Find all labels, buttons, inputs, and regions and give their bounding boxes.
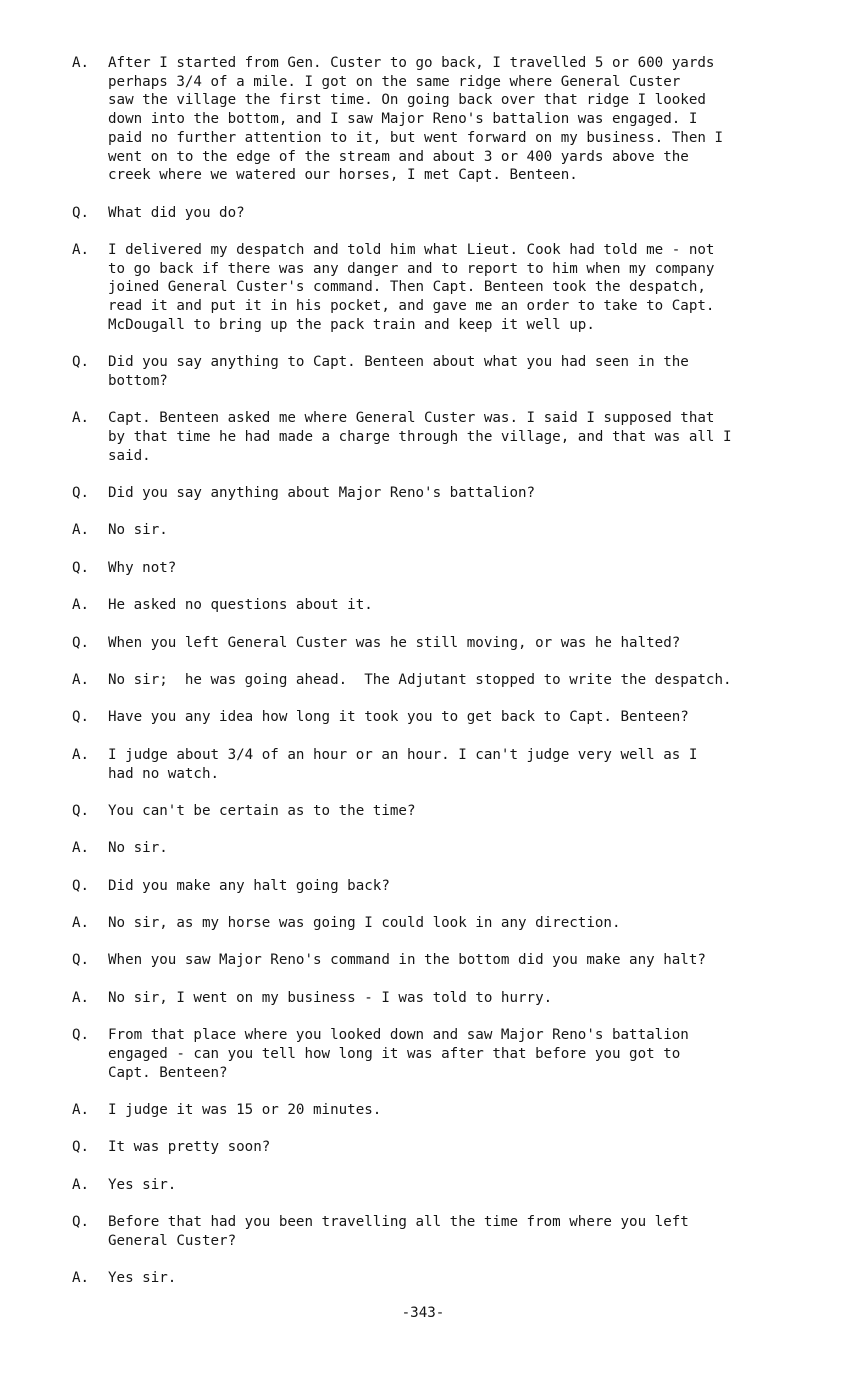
speaker-marker: A. bbox=[72, 746, 90, 763]
speaker-marker: Q. bbox=[72, 354, 90, 371]
testimony-text bbox=[108, 596, 802, 615]
text-line: No sir. bbox=[108, 522, 168, 539]
text-line: Have you any idea how long it took you to get back to Capt. Benteen? bbox=[108, 709, 689, 726]
answer-entry bbox=[72, 409, 802, 465]
testimony-text bbox=[108, 671, 802, 690]
speaker-marker: A. bbox=[72, 989, 90, 1006]
speaker-marker: Q. bbox=[72, 634, 90, 651]
question-entry bbox=[72, 634, 802, 653]
testimony-text bbox=[108, 708, 802, 727]
speaker-marker: A. bbox=[72, 597, 90, 614]
text-line: No sir; he was going ahead. The Adjutant stopped to write the despatch. bbox=[108, 672, 732, 689]
question-entry bbox=[72, 559, 802, 578]
testimony-text bbox=[108, 1101, 802, 1120]
question-entry bbox=[72, 353, 802, 390]
testimony-text bbox=[108, 989, 802, 1008]
speaker-marker: A. bbox=[72, 840, 90, 857]
answer-entry bbox=[72, 671, 802, 690]
testimony-text bbox=[108, 559, 802, 578]
page-number: -343- bbox=[401, 1305, 445, 1321]
testimony-text bbox=[108, 204, 802, 223]
speaker-marker: A. bbox=[72, 672, 90, 689]
speaker-marker: A. bbox=[72, 242, 90, 258]
text-line: I judge it was 15 or 20 minutes. bbox=[108, 1102, 382, 1119]
text-line: After I started from Gen. Custer to go back, I travelled 5 or 600 yards bbox=[108, 55, 715, 71]
speaker-marker: A. bbox=[72, 1176, 90, 1193]
answer-entry bbox=[72, 1101, 802, 1120]
question-entry bbox=[72, 802, 802, 821]
testimony-text bbox=[108, 54, 802, 185]
text-line: When you left General Custer was he still moving, or was he halted? bbox=[108, 634, 681, 651]
answer-entry bbox=[72, 989, 802, 1008]
speaker-marker: A. bbox=[72, 1270, 90, 1287]
speaker-marker: Q. bbox=[72, 1027, 90, 1044]
speaker-marker: A. bbox=[72, 915, 90, 932]
answer-entry bbox=[72, 746, 802, 783]
text-line: had no watch. bbox=[108, 765, 220, 782]
speaker-marker: Q. bbox=[72, 709, 90, 726]
question-entry bbox=[72, 1026, 802, 1082]
text-line: From that place where you looked down and saw Major Reno's battalion bbox=[108, 1027, 689, 1044]
answer-entry bbox=[72, 596, 802, 615]
text-line: Did you make any halt going back? bbox=[108, 877, 390, 894]
testimony-text bbox=[108, 951, 802, 970]
testimony-text bbox=[108, 353, 802, 390]
speaker-marker: Q. bbox=[72, 1214, 90, 1231]
speaker-marker: Q. bbox=[72, 204, 90, 221]
speaker-marker: Q. bbox=[72, 877, 90, 894]
text-line: went on to the edge of the stream and about 3 or 400 yards above the bbox=[108, 148, 689, 165]
testimony-text bbox=[108, 1138, 802, 1157]
answer-entry bbox=[72, 914, 802, 933]
text-line: paid no further attention to it, but went forward on my business. Then I bbox=[108, 129, 723, 146]
text-line: No sir, I went on my business - I was told to hurry. bbox=[108, 989, 553, 1006]
text-line: joined General Custer's command. Then Capt. Benteen took the despatch, bbox=[108, 279, 706, 296]
testimony-text bbox=[108, 877, 802, 896]
text-line: Why not? bbox=[108, 559, 177, 576]
speaker-marker: A. bbox=[72, 410, 90, 427]
answer-entry bbox=[72, 1269, 802, 1288]
answer-entry bbox=[72, 521, 802, 540]
question-entry bbox=[72, 484, 802, 503]
question-entry bbox=[72, 877, 802, 896]
testimony-text bbox=[108, 521, 802, 540]
answer-entry bbox=[72, 1176, 802, 1195]
text-line: Capt. Benteen? bbox=[108, 1064, 228, 1081]
speaker-marker: Q. bbox=[72, 1139, 90, 1156]
question-entry bbox=[72, 708, 802, 727]
testimony-text bbox=[108, 409, 802, 465]
question-entry bbox=[72, 1138, 802, 1157]
text-line: engaged - can you tell how long it was after that before you got to bbox=[108, 1045, 681, 1062]
text-line: down into the bottom, and I saw Major Reno's battalion was engaged. I bbox=[108, 111, 698, 128]
testimony-text bbox=[108, 634, 802, 653]
question-entry bbox=[72, 1213, 802, 1250]
testimony-text bbox=[108, 484, 802, 503]
speaker-marker: A. bbox=[72, 55, 90, 71]
speaker-marker: A. bbox=[72, 1102, 90, 1119]
text-line: read it and put it in his pocket, and gave me an order to take to Capt. bbox=[108, 298, 715, 315]
text-line: Did you say anything about Major Reno's battalion? bbox=[108, 485, 536, 502]
text-line: I judge about 3/4 of an hour or an hour. I can't judge very well as I bbox=[108, 746, 698, 763]
text-line: It was pretty soon? bbox=[108, 1139, 271, 1156]
text-line: Before that had you been travelling all the time from where you left bbox=[108, 1214, 689, 1231]
testimony-text bbox=[108, 839, 802, 858]
testimony-text bbox=[108, 1176, 802, 1195]
text-line: What did you do? bbox=[108, 204, 245, 221]
answer-entry bbox=[72, 839, 802, 858]
testimony-text bbox=[108, 241, 802, 335]
text-line: saw the village the first time. On going back over that ridge I looked bbox=[108, 92, 706, 109]
testimony-text bbox=[108, 1269, 802, 1288]
text-line: to go back if there was any danger and to report to him when my company bbox=[108, 260, 715, 277]
text-line: creek where we watered our horses, I met Capt. Benteen. bbox=[108, 167, 578, 184]
text-line: said. bbox=[108, 447, 151, 464]
testimony-text bbox=[108, 1213, 802, 1250]
text-line: Capt. Benteen asked me where General Custer was. I said I supposed that bbox=[108, 410, 715, 427]
text-line: Yes sir. bbox=[108, 1270, 177, 1287]
text-line: You can't be certain as to the time? bbox=[108, 802, 416, 819]
text-line: When you saw Major Reno's command in the bottom did you make any halt? bbox=[108, 952, 706, 969]
testimony-text bbox=[108, 1026, 802, 1082]
testimony-text bbox=[108, 802, 802, 821]
testimony-text bbox=[108, 746, 802, 783]
text-line: He asked no questions about it. bbox=[108, 597, 373, 614]
question-entry bbox=[72, 951, 802, 970]
text-line: perhaps 3/4 of a mile. I got on the same ridge where General Custer bbox=[108, 73, 681, 90]
question-entry bbox=[72, 204, 802, 223]
text-line: General Custer? bbox=[108, 1232, 237, 1249]
speaker-marker: A. bbox=[72, 522, 90, 539]
speaker-marker: Q. bbox=[72, 559, 90, 576]
answer-entry bbox=[72, 54, 802, 185]
speaker-marker: Q. bbox=[72, 802, 90, 819]
text-line: by that time he had made a charge through the village, and that was all I bbox=[108, 429, 732, 445]
text-line: No sir, as my horse was going I could look in any direction. bbox=[108, 915, 621, 932]
text-line: McDougall to bring up the pack train and keep it well up. bbox=[108, 316, 595, 333]
answer-entry bbox=[72, 241, 802, 335]
text-line: I delivered my despatch and told him what Lieut. Cook had told me - not bbox=[108, 242, 715, 258]
text-line: Yes sir. bbox=[108, 1176, 177, 1193]
text-line: No sir. bbox=[108, 840, 168, 857]
testimony-text bbox=[108, 914, 802, 933]
text-line: bottom? bbox=[108, 372, 168, 389]
speaker-marker: Q. bbox=[72, 485, 90, 502]
text-line: Did you say anything to Capt. Benteen about what you had seen in the bbox=[108, 354, 689, 371]
speaker-marker: Q. bbox=[72, 952, 90, 969]
testimony-list bbox=[72, 54, 802, 1307]
